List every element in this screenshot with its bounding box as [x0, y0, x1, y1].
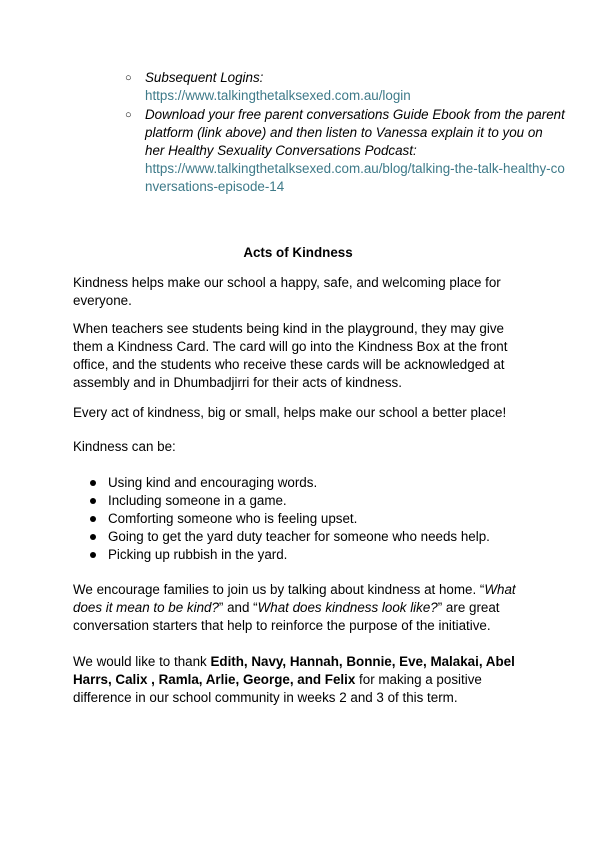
resource-link[interactable]: https://www.talkingthetalksexed.com.au/login: [145, 88, 411, 103]
paragraph: Kindness can be:: [73, 439, 176, 454]
section-heading: Acts of Kindness: [243, 245, 353, 260]
thanked-names: Edith, Navy, Hannah, Bonnie, Eve, Malakai, Abel Harrs, Calix , Ramla, Arlie, George, and Felix: [73, 654, 515, 687]
resource-item: [125, 69, 565, 105]
bullet-dot-icon: [90, 516, 96, 522]
paragraph: Kindness helps make our school a happy, safe, and welcoming place for everyone.: [73, 275, 501, 308]
resource-label: Subsequent Logins:: [145, 70, 264, 85]
list-item: Comforting someone who is feeling upset.: [90, 510, 530, 528]
hollow-circle-bullet-icon: ○: [125, 109, 132, 121]
encourage-paragraph: We encourage families to join us by talking about kindness at home. “What does it mean to be kind?” and “What does kindness look like?” are great conversation starters that help to reinforce the purpose of the initiative.: [73, 582, 516, 633]
list-item: Including someone in a game.: [90, 492, 530, 510]
resource-item: [125, 106, 565, 196]
hollow-circle-bullet-icon: ○: [125, 72, 132, 84]
paragraph: Every act of kindness, big or small, helps make our school a better place!: [73, 405, 507, 420]
bullet-dot-icon: [90, 552, 96, 558]
bullet-dot-icon: [90, 498, 96, 504]
list-item: Going to get the yard duty teacher for someone who needs help.: [90, 528, 530, 546]
kindness-list: [90, 474, 530, 564]
paragraph: When teachers see students being kind in the playground, they may give them a Kindness Card. The card will go into the Kindness Box at the front office, and the students who receive these cards will be acknowledged at assembly and in Dhumbadjirri for their acts of kindness.: [73, 321, 508, 390]
list-item: Using kind and encouraging words.: [90, 474, 530, 492]
bullet-dot-icon: [90, 534, 96, 540]
resource-label: Download your free parent conversations Guide Ebook from the parent platform (link above) and then listen to Vanessa explain it to you on her Healthy Sexuality Conversations Podcast:: [145, 107, 565, 158]
list-item: Picking up rubbish in the yard.: [90, 546, 530, 564]
resource-list: [125, 69, 565, 196]
resource-link[interactable]: https://www.talkingthetalksexed.com.au/blog/talking-the-talk-healthy-conversations-episode-14: [145, 161, 565, 194]
thanks-paragraph: We would like to thank Edith, Navy, Hannah, Bonnie, Eve, Malakai, Abel Harrs, Calix , Ramla, Arlie, George, and Felix for making a positive difference in our school community in weeks 2 and 3 of this term.: [73, 654, 515, 705]
bullet-dot-icon: [90, 480, 96, 486]
